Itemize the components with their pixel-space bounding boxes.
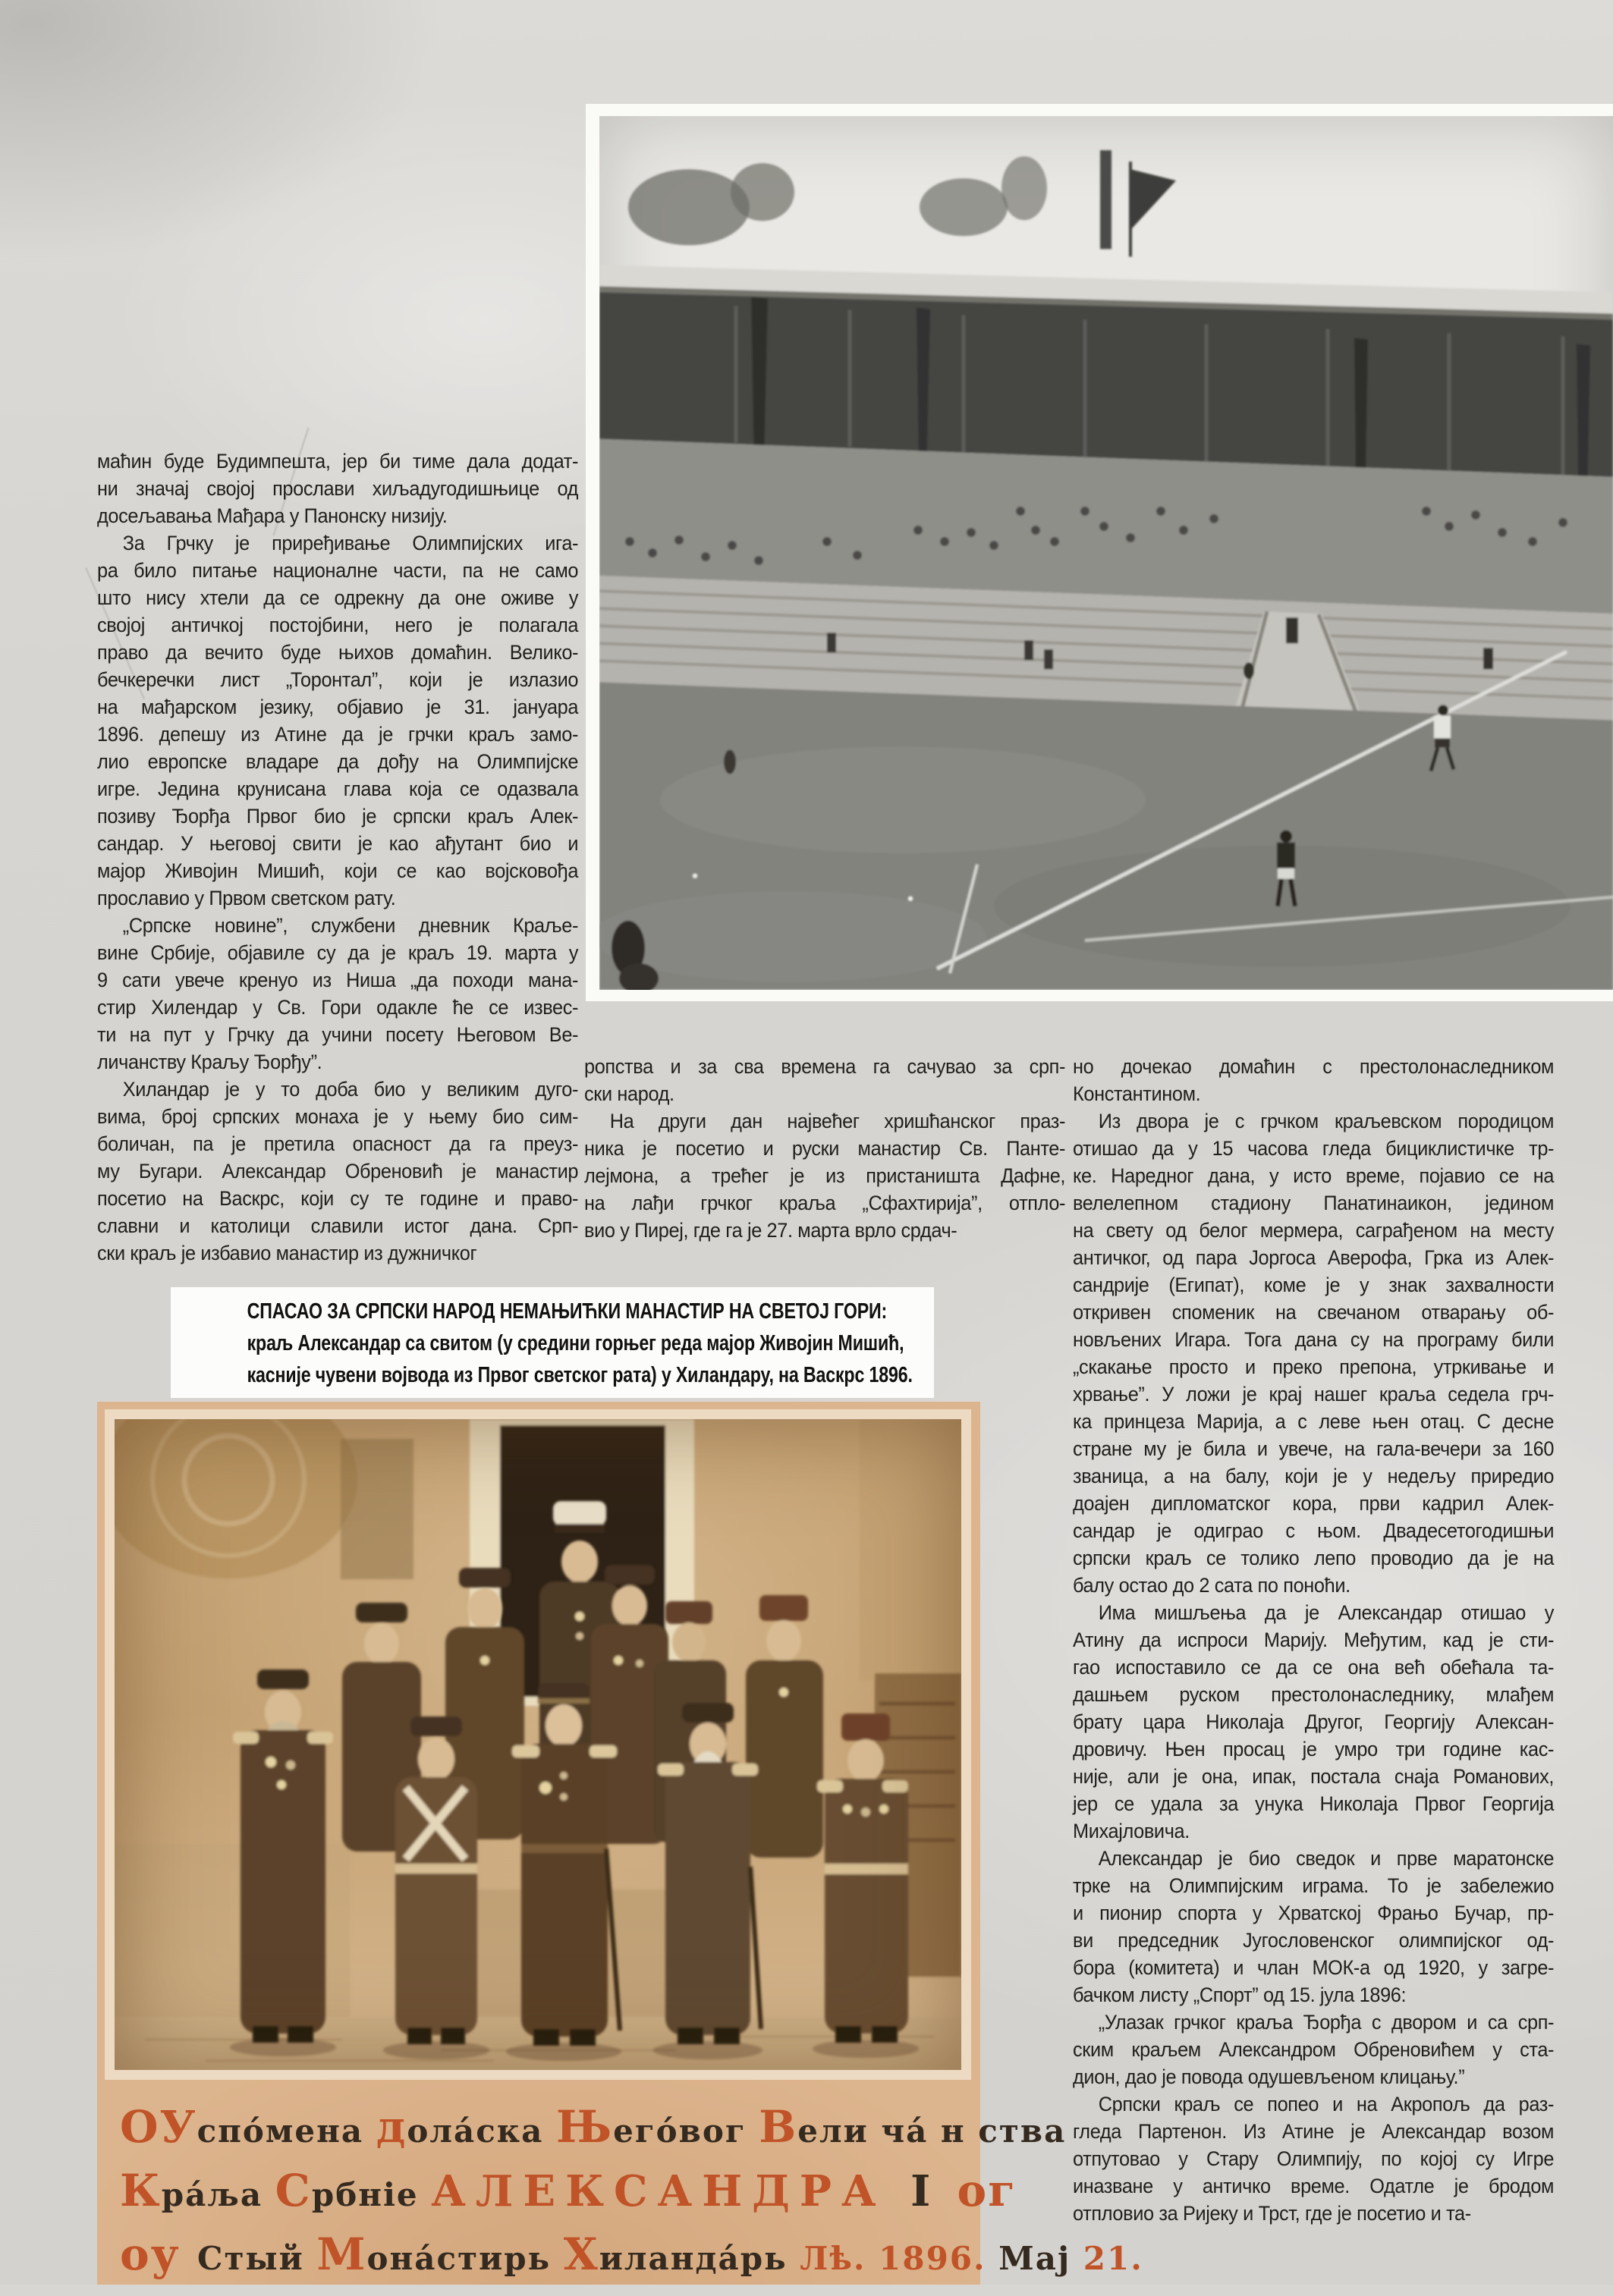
body-text-line: дровичу. Њен просац је умро три године кас- (1073, 1738, 1555, 1760)
body-text-line: иназване у античко време. Одатле је бродом (1073, 2175, 1555, 2197)
inscription-segment: ола́ска (407, 2112, 556, 2150)
inscription-segment: 21. (1083, 2240, 1143, 2277)
body-text-line: мајор Живојин Мишић, који се као војсковођа (97, 859, 579, 882)
body-text-line: вине Србије, објавиле су да је краљ 19. марта у (97, 941, 579, 964)
body-text-line: боличан, па је претила опасност да га преуз- (97, 1132, 579, 1155)
body-text-line: Хиландар је у то доба био у великим дуго- (122, 1078, 579, 1101)
body-text-line: бечкеречки лист „Торонтал”, који је излазио (97, 668, 579, 691)
inscription-segment: его́вог (613, 2112, 759, 2150)
body-text-line: 9 сати увече кренуо из Ниша „да походи мана- (97, 969, 579, 991)
body-text-line: сандар је одиграо с њом. Двадесетогодишњи (1073, 1519, 1555, 1542)
body-text-line: му Бугари. Александар Обреновић је манастир (97, 1160, 579, 1183)
body-text-line: ра било питање националне части, па не само (97, 559, 579, 582)
inscription-segment: Лѣ. (800, 2240, 879, 2277)
body-text-line: ника је посетио и руски манастир Св. Панте- (584, 1137, 1066, 1160)
body-text-line: Из двора је с грчком краљевском породицом (1098, 1110, 1555, 1132)
inscription-segment: иланда́рь (599, 2240, 800, 2277)
inscription-line (120, 2160, 1017, 2224)
body-text-line: отишао да у 15 часова гледа бициклистичке тр- (1073, 1137, 1555, 1160)
body-text-line: вима, број српских монаха је у њему био сим- (97, 1105, 579, 1128)
body-text-line: ским краљем Александром Обреновићем у ста- (1073, 2038, 1555, 2061)
body-text-line: досељавања Мађара у Панонску низију. (97, 504, 448, 527)
body-text-line: „Српске новине”, службени дневник Краље- (122, 914, 579, 937)
body-text-line: велелепном стадиону Панатинаикон, једином (1073, 1192, 1555, 1214)
left-column (97, 448, 610, 1267)
caption-line: краљ Александар са свитом (у средини горњег реда мајор Живојин Мишић, (247, 1331, 904, 1355)
body-text-line: трке на Олимпијским играма. То је забележио (1073, 1874, 1555, 1897)
body-text-line: лејмона, а трећег је из пристаништа Дафне, (584, 1164, 1066, 1187)
officer-figure-epaulettes (233, 1669, 333, 2043)
body-text-line: маћин буде Будимпешта, јер би тиме дала додат- (97, 450, 579, 473)
body-text-line: на свету од белог мермера, саграђеном на месту (1073, 1219, 1555, 1242)
body-text-line: јер се удала за унука Николаја Првог Георгија (1073, 1792, 1555, 1815)
inscription-segment: В (759, 2101, 798, 2153)
inscription-segment: Х (563, 2228, 599, 2280)
inscription-segment: ра́ља (161, 2176, 275, 2213)
body-text-line: ка принцеза Марија, а с леве њен отац. С десне (1073, 1410, 1555, 1433)
inscription-segment: она́стирь (366, 2240, 564, 2277)
inscription-segment: ог (940, 2165, 1017, 2216)
body-text-line: доајен дипломатског кора, први кадрил Алек- (1073, 1492, 1555, 1515)
chimney (1100, 150, 1111, 249)
caption-line: касније чувени војвода из Првог светског рата) у Хиландару, на Васкрс 1896. (247, 1363, 913, 1387)
inscription-segment: К (120, 2165, 162, 2216)
stadium-photo (599, 116, 1613, 990)
body-text-line: ви председник Југословенског олимпијског од- (1073, 1929, 1555, 1952)
body-text-line: стране му је била и увече, на гала-вечери за 160 (1073, 1437, 1555, 1460)
inscription-segment: оу (120, 2228, 198, 2280)
photo-caption-box (171, 1287, 934, 1398)
stadium-photo-frame (586, 104, 1613, 1001)
inscription-segment: I (910, 2166, 941, 2216)
body-text-line: сандар. У његовој свити је као ађутант био и (97, 832, 579, 855)
inscription-segment: Стый (197, 2240, 317, 2277)
body-text-line: није, али је она, ипак, постала снаја Романових, (1073, 1765, 1555, 1788)
body-text-line: личанству Краљу Ђорђу”. (97, 1051, 322, 1073)
stadium-photo-art (599, 116, 1613, 990)
body-text-line: славни и католици славили истог дана. Срп- (97, 1214, 579, 1237)
caption-line: СПАСАО ЗА СРПСКИ НАРОД НЕМАЊИЋКИ МАНАСТИР НА СВЕТОЈ ГОРИ: (247, 1299, 888, 1324)
inscription-segment: Мај (998, 2240, 1083, 2277)
spectator (1286, 617, 1298, 643)
body-text-line: бора (комитета) и члан МОК-а од 1920, у загре- (1073, 1956, 1555, 1979)
body-text-line: За Грчку је приређивање Олимпијских ига- (122, 532, 579, 554)
body-text-line: Атину да испроси Марију. Међутим, кад је сти- (1073, 1629, 1555, 1651)
body-text-line: на лађи грчког краља „Сфахтирија”, отпло- (584, 1192, 1066, 1214)
body-text-line: но дочекао домаћин с престолонаследником (1073, 1055, 1555, 1078)
body-text-line: позиву Ђорђа Првог био је српски краљ Алек- (97, 805, 579, 828)
middle-column (584, 1053, 1097, 1244)
body-text-line: ропства и за сва времена га сачувао за срп- (584, 1055, 1066, 1078)
inscription-segment: рбніе (311, 2176, 432, 2213)
right-column (1073, 1053, 1586, 2227)
body-text-line: ти на пут у Грчку да учини посету Његовом Ве- (97, 1023, 579, 1046)
body-text-line: прославио у Првом светском рату. (97, 887, 396, 909)
inscription-segment: ОУ (120, 2101, 197, 2153)
body-text-line: ски краљ је избавио манастир из дужничког (97, 1242, 477, 1264)
inscription-segment: АЛЕКСАНДРА (431, 2166, 911, 2216)
inscription-segment: ели ча́ н ства (797, 2112, 1067, 2150)
body-text-line: бачком листу „Спорт” од 15. јула 1896: (1073, 1983, 1407, 2006)
body-text-line: вио у Пиреј, где га је 27. марта врло срдач- (584, 1219, 957, 1242)
body-text-line: ке. Наредног дана, у исто време, појавио се на (1073, 1164, 1555, 1187)
body-text-line: лио европске владаре да дођу на Олимпијске (97, 750, 579, 773)
body-text-line: 1896. депешу из Атине да је грчки краљ замо- (97, 723, 579, 746)
body-text-line: Константином. (1073, 1082, 1201, 1105)
body-text-line: право да вечито буде њихов домаћин. Велико- (97, 641, 579, 664)
tree-silhouette (628, 169, 750, 245)
body-text-line: Александар је био сведок и прве маратонске (1098, 1847, 1555, 1870)
body-text-line: отпутовао у Стару Олимпију, по којој су Игре (1073, 2147, 1555, 2170)
body-text-line: отпловио за Ријеку и Трст, где је посетио и та- (1073, 2202, 1471, 2225)
inscription-segment: Њ (555, 2101, 614, 2153)
body-text-line: ни значај својој прослави хиљадугодишњице од (97, 477, 579, 500)
caption-text (171, 1296, 934, 1391)
body-text-line: На други дан највећег хришћанског праз- (609, 1110, 1066, 1132)
flag (1130, 169, 1176, 230)
inscription-line (120, 2224, 1143, 2288)
body-text-line: посетио на Васкрс, који су те године и право- (97, 1187, 579, 1210)
body-text-line: Српски краљ се попео и на Акропољ да раз- (1098, 2093, 1555, 2115)
body-text-line: стир Хилендар у Св. Гори одакле ће се извес- (97, 996, 579, 1019)
inscription-segment: д (376, 2101, 407, 2153)
body-text-line: српски краљ се толико лепо проводио да је на (1073, 1547, 1555, 1569)
body-text-line: Михајловича. (1073, 1820, 1190, 1842)
body-text-line: „скакање просто и преко препона, утркивање и (1073, 1355, 1555, 1378)
inscription-segment: 1896. (879, 2240, 999, 2277)
body-text-line: Има мишљења да је Александар отишао у (1098, 1601, 1555, 1624)
officer-figure-fez (746, 1595, 823, 1858)
group-photo (105, 1409, 971, 2080)
body-text-line: што нису хтели да се одрекну да оне оживе у (97, 586, 579, 609)
body-text-line: игре. Једина крунисана глава која се одазвала (97, 777, 579, 800)
body-text-line: дашњем руском престолонаследнику, млађем (1073, 1683, 1555, 1706)
body-text-line: дион, дао је повода одушевљеном клицању.” (1073, 2065, 1465, 2088)
inscription (120, 2097, 1143, 2288)
body-text-line: античког, од пара Јоргоса Аверофа, Грка из Алек- (1073, 1246, 1555, 1269)
body-text-line: својој античкој постојбини, него је полагала (97, 614, 579, 636)
body-text-line: званица, а на балу, који је у недељу приредио (1073, 1465, 1555, 1487)
body-text-line: балу остао до 2 сата по поноћи. (1073, 1574, 1350, 1597)
group-photo-art (115, 1419, 961, 2070)
body-text-line: гао испоставило се да се она већ обећала та- (1073, 1656, 1555, 1679)
body-text-line: откривен споменик на свечаном отварању об- (1073, 1301, 1555, 1324)
player-far (1244, 662, 1254, 679)
body-text-line: гледа Партенон. Из Атине је Александар возом (1073, 2120, 1555, 2143)
inscription-segment: спо́мена (197, 2112, 376, 2150)
body-text-line: ски народ. (584, 1082, 674, 1105)
inscription-segment: С (275, 2165, 312, 2216)
window (341, 1439, 413, 1579)
inscription-segment: М (316, 2228, 367, 2280)
body-text-line: брату цара Николаја Другог, Георгију Алексан- (1073, 1710, 1555, 1733)
body-text-line: и пионир спорта у Хрватској Фрањо Бучар, пр- (1073, 1902, 1555, 1924)
body-text-line: хрвање”. У ложи је крај нашег краља седела грч- (1073, 1383, 1555, 1406)
body-text-line: сандрије (Египат), коме је у знак захвалности (1073, 1274, 1555, 1296)
inscription-line (120, 2097, 1067, 2160)
body-text-line: „Улазак грчког краља Ђорђа с двором и са срп- (1098, 2011, 1555, 2034)
body-text-line: на мађарском језику, објавио је 31. јануара (97, 696, 579, 718)
body-text-line: новљених Игара. Тога дана су на програму били (1073, 1328, 1555, 1351)
